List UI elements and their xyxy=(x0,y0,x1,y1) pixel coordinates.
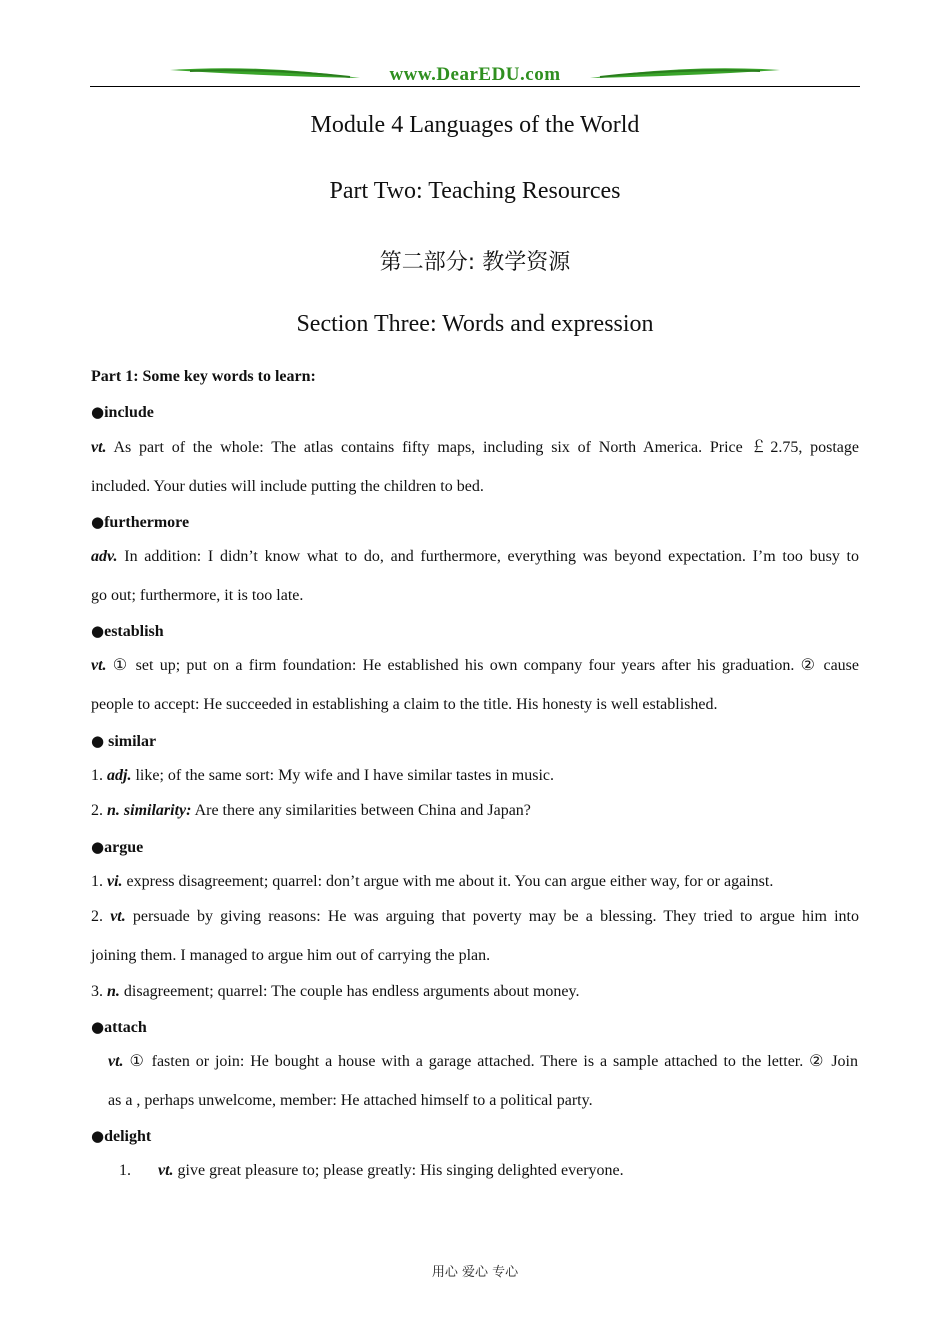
entry-delight-sense1 xyxy=(119,1161,859,1181)
header-rule xyxy=(90,86,860,87)
entry-include-line2: included. Your duties will include putting the children to bed. xyxy=(91,478,484,495)
sense-number: 1. xyxy=(91,767,107,784)
entry-establish-line2: people to accept: He succeeded in establishing a claim to the title. His honesty is well established. xyxy=(91,696,718,713)
entry-similar-sense1 xyxy=(91,766,859,786)
sense-number: 2. xyxy=(91,802,107,819)
part-of-speech: n. xyxy=(107,983,120,1000)
entry-delight-heading xyxy=(91,1126,859,1147)
definition-text: give great pleasure to; please greatly: His singing delighted everyone. xyxy=(173,1162,624,1179)
definition-text: Are there any similarities between China and Japan? xyxy=(191,802,531,819)
entry-argue-sense2 xyxy=(91,907,859,927)
entry-word: similar xyxy=(104,733,157,750)
bullet-icon: ● xyxy=(91,403,105,421)
entry-furthermore-line2: go out; furthermore, it is too late. xyxy=(91,587,304,604)
part-of-speech: vi. xyxy=(107,873,123,890)
bullet-icon: ● xyxy=(91,838,105,856)
entry-include-heading xyxy=(91,402,859,423)
entry-word: furthermore xyxy=(104,514,190,531)
entry-similar-sense2 xyxy=(91,801,859,821)
page-footer: 用心 爱心 专心 xyxy=(431,1265,519,1280)
logo-text: www.DearEDU.com xyxy=(389,64,561,85)
part1-heading: Part 1: Some key words to learn: xyxy=(91,368,316,385)
part-of-speech: vt. xyxy=(91,657,107,674)
part-of-speech: vt. xyxy=(110,908,126,925)
bullet-icon: ● xyxy=(91,622,105,640)
section-title: Section Three: Words and expression xyxy=(296,311,654,337)
entry-establish-heading xyxy=(91,621,859,642)
entry-argue-sense3 xyxy=(91,982,859,1002)
entry-attach-line1 xyxy=(108,1052,858,1072)
sense-number: 3. xyxy=(91,983,107,1000)
entry-establish-line1 xyxy=(91,656,859,676)
entry-furthermore-line1 xyxy=(91,547,859,567)
entry-word: argue xyxy=(104,839,144,856)
part-of-speech: vt. xyxy=(158,1162,174,1179)
entry-word: include xyxy=(104,404,154,421)
entry-attach-line2: as a , perhaps unwelcome, member: He attached himself to a political party. xyxy=(108,1092,593,1109)
definition-text: ① fasten or join: He bought a house with a garage attached. There is a sample attached to the letter. ② Join xyxy=(123,1053,858,1070)
sense-number: 1. xyxy=(91,873,107,890)
part-of-speech: adv. xyxy=(91,548,118,565)
dearedu-logo xyxy=(170,62,780,86)
entry-argue-sense2-line2: joining them. I managed to argue him out of carrying the plan. xyxy=(91,947,491,964)
definition-text: ① set up; put on a firm foundation: He established his own company four years after his graduation. ② cause xyxy=(106,657,860,674)
sense-number: 2. xyxy=(91,908,111,925)
part-title: Part Two: Teaching Resources xyxy=(329,178,621,204)
entry-word: establish xyxy=(104,623,164,640)
entry-attach-heading xyxy=(91,1017,859,1038)
definition-text: As part of the whole: The atlas contains fifty maps, including six of North America. Price ￡2.75, postage xyxy=(106,439,859,456)
entry-word: delight xyxy=(104,1128,152,1145)
module-title: Module 4 Languages of the World xyxy=(310,112,640,138)
entry-argue-sense1 xyxy=(91,872,859,892)
bullet-icon: ● xyxy=(91,513,105,531)
definition-text: In addition: I didn’t know what to do, and furthermore, everything was beyond expectation. I’m too busy to xyxy=(117,548,859,565)
bullet-icon: ● xyxy=(91,1018,105,1036)
page-header xyxy=(90,62,860,90)
part-of-speech: n. similarity: xyxy=(107,802,192,819)
definition-text: disagreement; quarrel: The couple has endless arguments about money. xyxy=(119,983,580,1000)
entry-similar-heading xyxy=(91,731,859,752)
entry-argue-heading xyxy=(91,837,859,858)
part-of-speech: adj. xyxy=(107,767,132,784)
part-of-speech: vt. xyxy=(91,439,107,456)
definition-text: express disagreement; quarrel: don’t argue with me about it. You can argue either way, for or against. xyxy=(122,873,774,890)
part-of-speech: vt. xyxy=(108,1053,124,1070)
entry-furthermore-heading xyxy=(91,512,859,533)
definition-text: persuade by giving reasons: He was arguing that poverty may be a blessing. They tried to argue him into xyxy=(125,908,859,925)
sense-number: 1. xyxy=(119,1162,131,1179)
bullet-icon: ● xyxy=(91,1127,105,1145)
entry-include-line1 xyxy=(91,438,859,458)
part-title-chinese: 第二部分: 教学资源 xyxy=(379,250,571,275)
definition-text: like; of the same sort: My wife and I have similar tastes in music. xyxy=(131,767,555,784)
bullet-icon: ● xyxy=(91,732,105,750)
entry-word: attach xyxy=(104,1019,147,1036)
